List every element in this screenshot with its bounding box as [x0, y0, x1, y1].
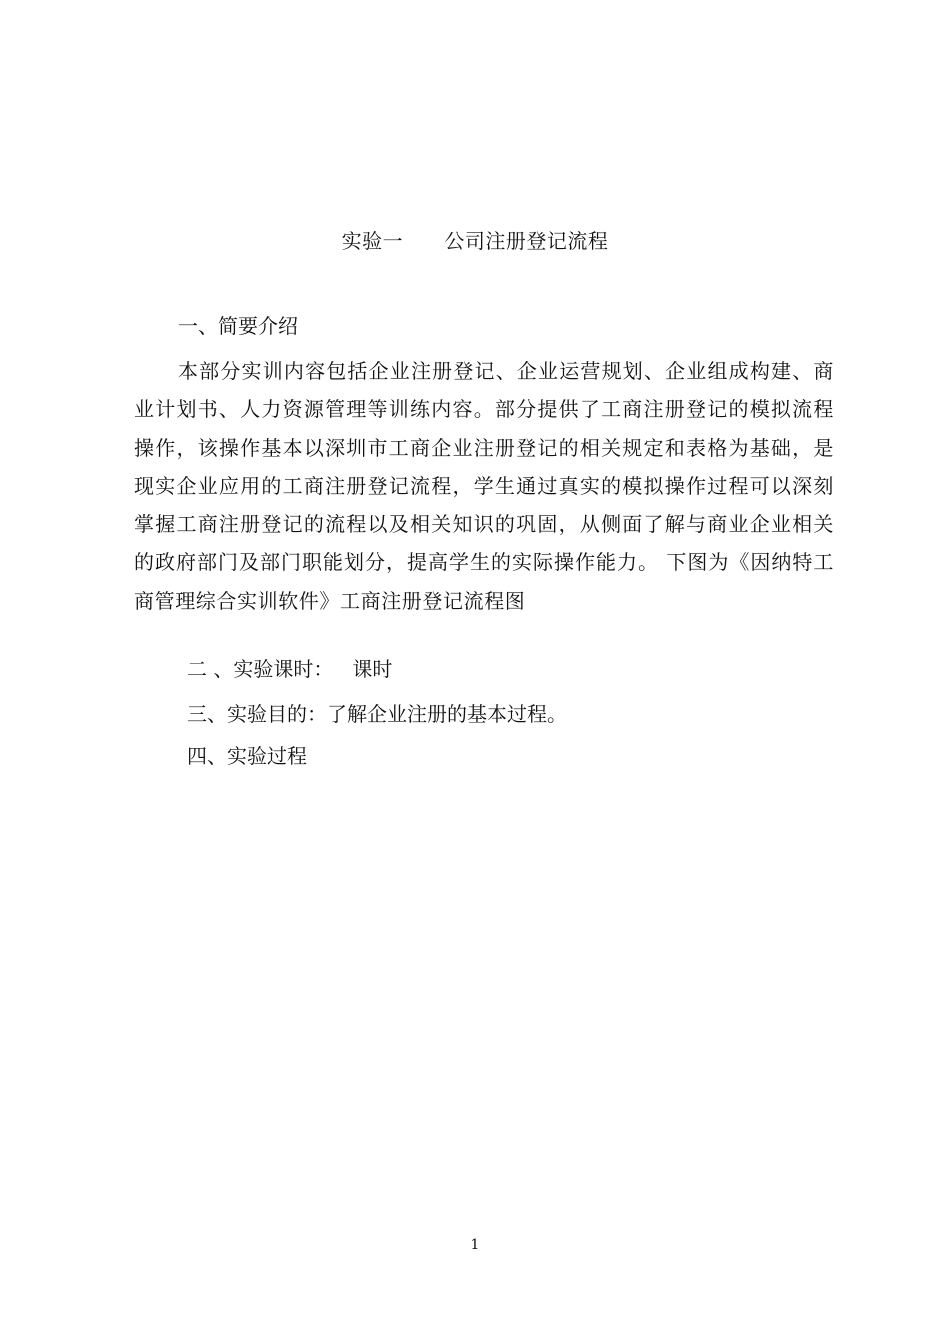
section-heading-process: 四、实验过程 [187, 744, 307, 768]
section-heading-hours: 二 、实验课时： 课时 [187, 657, 393, 681]
section-heading-purpose: 三、实验目的：了解企业注册的基本过程。 [187, 702, 567, 726]
document-title: 实验一 公司注册登记流程 [341, 229, 609, 253]
page-number: 1 [470, 1237, 480, 1253]
section-heading-intro: 一、简要介绍 [178, 314, 298, 338]
intro-paragraph: 本部分实训内容包括企业注册登记、企业运营规划、企业组成构建、商业计划书、人力资源管理等训练内容。部分提供了工商注册登记的模拟流程操作，该操作基本以深圳市工商企业注册登记的相关规定和表格为基础，是现实企业应用的工商注册登记流程，学生通过真实的模拟操作过程可以深刻掌握工商注册登记的流程以及相关知识的巩固，从侧面了解与商业企业相关的政府部门及部门职能划分，提高学生的实际操作能力。 下图为《因纳特工商管理综合实训软件》工商注册登记流程图 [134, 359, 834, 613]
